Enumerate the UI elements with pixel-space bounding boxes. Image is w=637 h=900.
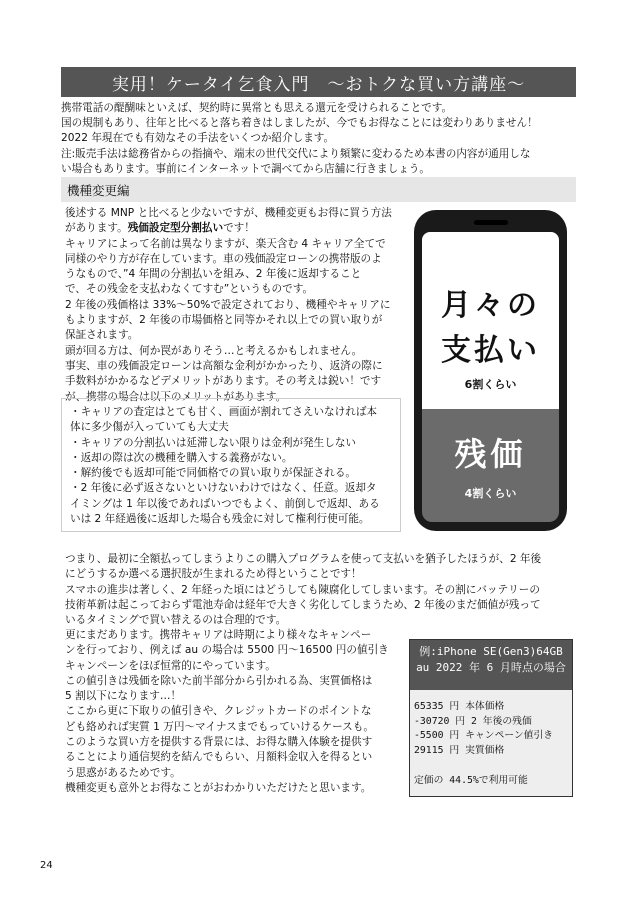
price-note: 定価の 44.5%で利用可能	[414, 775, 528, 786]
merit-line: ・キャリアの分割払いは延滞しない限りは金利が発生しない	[70, 436, 357, 449]
price-row: 65335 円 本体価格	[414, 701, 505, 712]
merit-line: ・解約後でも返却可能で同価格での買い取りが保証される。	[70, 467, 357, 480]
campaign-text	[65, 628, 405, 796]
campaign-line: ンを行っており、例えば au の場合は 5500 円～16500 円の値引き	[65, 644, 389, 657]
monthly-label-line1: 月々の	[441, 288, 540, 323]
monthly-share-label: 6割くらい	[464, 378, 517, 391]
phone-notch	[474, 220, 508, 225]
price-row: -30720 円 2 年後の残価	[414, 715, 532, 727]
merits-box	[61, 398, 401, 532]
spacer	[414, 690, 568, 700]
main-line: キャリアによって名前は異なりますが、楽天含む 4 キャリア全てで	[65, 237, 386, 250]
section-heading: 機種変更編	[61, 177, 576, 202]
bold-term: 残価設定型分割払い	[127, 222, 224, 235]
conclusion-line: つまり、最初に全額払ってしまうよりこの購入プログラムを使って支払いを猶予したほうが、2 年後	[65, 553, 542, 565]
intro-line: い場合もあります。事前にインターネットで調べてから店舗に行きましょう。	[61, 162, 430, 175]
conclusion-line: スマホの進歩は著しく、2 年経った頃にはどうしても陳腐化してしまいます。その割にバッテリーの	[65, 583, 540, 596]
campaign-line: このような買い方を提供する背景には、お得な購入体験を提供す	[65, 736, 373, 749]
campaign-line: この値引きは残価を除いた前半部分から引かれる為、実質価格は	[65, 674, 373, 687]
intro-line: 注:販売手法は総務省からの指摘や、端末の世代交代により頻繁に変わるため本書の内容が通用しな	[61, 147, 531, 160]
merit-line: ・返却の際は次の機種を購入する義務がない。	[70, 451, 293, 464]
main-text	[65, 206, 405, 405]
merit-line: いは 2 年経過後に返却した場合も残金に対して権利行使可能。	[70, 513, 370, 526]
page-number: 24	[40, 860, 53, 871]
campaign-line: 更にまだあります。携帯キャリアは時期により様々なキャンペー	[65, 629, 372, 641]
example-condition: au 2022 年 6 月時点の場合	[416, 661, 566, 674]
main-line: 同様のやり方が存在しています。車の残価設定ローンの携帯版のよ	[65, 252, 382, 265]
intro-text	[61, 101, 576, 177]
main-line: で、その残金を支払わなくてすむ”というものです。	[65, 283, 314, 296]
residual-share-label: 4割くらい	[464, 487, 517, 500]
main-line: 後述する MNP と比べると少ないですが、機種変更もお得に買う方法	[65, 207, 392, 219]
campaign-line: う思惑があるためです。	[65, 766, 181, 779]
campaign-line: ども絡めれば実質 1 万円～マイナスまでもっていけるケースも。	[65, 720, 374, 733]
campaign-line: 機種変更も意外とお得なことがおわかりいただけたと思います。	[65, 781, 372, 794]
main-line: 頭が回る方は、何か罠がありそう…と考えるかもしれません。	[65, 344, 363, 357]
merit-line: イミングは 1 年以後であればいつでもよく、前倒しで返却、ある	[70, 497, 380, 510]
main-line: もよりますが、2 年後の市場価格と同等かそれ以上での買い取りが	[65, 314, 383, 327]
price-example-body	[410, 690, 572, 789]
campaign-line: ることにより通信契約を結んでもらい、月額料金収入を得るとい	[65, 751, 373, 764]
residual-label: 残価	[454, 435, 527, 473]
campaign-line: キャンペーンをほぼ恒常的にやっています。	[65, 659, 276, 672]
intro-line: 国の規制もあり、往年と比べると落ち着きはしましたが、今でもお得なことには変わりありません！	[61, 117, 538, 130]
merit-line: ・キャリアの査定はとても甘く、画面が割れてさえいなければ本	[70, 406, 378, 418]
main-line: 2 年後の残価格は 33%～50%で設定されており、機種やキャリアに	[65, 298, 391, 311]
example-device: 例:iPhone SE(Gen3)64GB	[419, 645, 563, 658]
main-line: 保証されます。	[65, 329, 139, 342]
monthly-label-line2: 支払い	[441, 333, 540, 368]
merit-line: 体に多少傷が入っていても大丈夫	[70, 421, 229, 434]
intro-line: 2022 年現在でも有効なその手法をいくつか紹介します。	[61, 132, 335, 145]
phone-screen-monthly	[422, 232, 559, 409]
price-example-box	[409, 639, 573, 797]
merit-line: ・2 年後に必ず返さないといけないわけではなく、任意。返却タ	[70, 482, 377, 495]
spacer	[414, 758, 568, 774]
main-line: 事実、車の残価設定ローンは高額な金利がかかったり、返済の際に	[65, 359, 383, 372]
main-line-with-bold	[65, 221, 405, 236]
text-segment: です！	[223, 222, 255, 235]
phone-illustration	[414, 210, 567, 531]
conclusion-text	[65, 552, 575, 628]
campaign-line: ここから更に下取りの値引きや、クレジットカードのポイントな	[65, 705, 372, 718]
phone-screen-residual	[422, 409, 559, 522]
page-title: 実用！ケータイ乞食入門 ～おトクな買い方講座～	[61, 67, 576, 97]
main-line: うなもので、”4 年間の分割払いを組み、2 年後に返却すること	[65, 268, 362, 281]
price-example-header	[410, 640, 572, 690]
intro-line: 携帯電話の醍醐味といえば、契約時に異常とも思える還元を受けられることです。	[61, 102, 453, 114]
price-row: 29115 円 実質価格	[414, 744, 505, 756]
conclusion-line: いるタイミングで買い替えるのは合理的です。	[65, 614, 287, 627]
main-line: 手数料がかかるなどデメリットがあります。その考えは鋭い！です	[65, 375, 382, 388]
conclusion-line: にどうするか選べる選択肢が生まれるため得ということです！	[65, 568, 362, 581]
conclusion-line: 技術革新は起こっておらず電池寿命は経年で大きく劣化してしまうため、2 年後のまだ価値が残って	[65, 598, 541, 611]
campaign-line: 5 割以下になります…！	[65, 690, 182, 703]
text-segment: があります。	[65, 222, 128, 235]
price-row: -5500 円 キャンペーン値引き	[414, 730, 554, 741]
main-line: が、携帯の場合は以下のメリットがあります。	[65, 390, 287, 403]
